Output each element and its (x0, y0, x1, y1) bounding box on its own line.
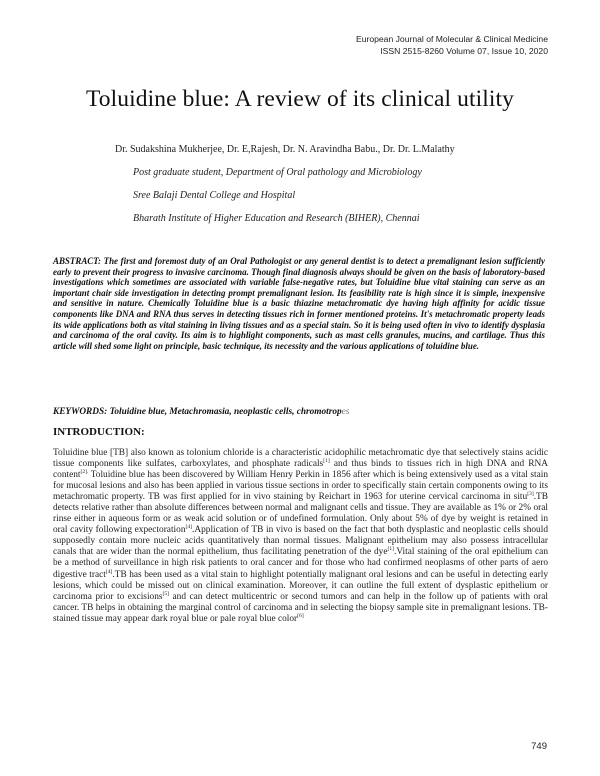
citation-ref: [1] (323, 457, 330, 464)
keywords (53, 407, 349, 417)
intro-text: .TB detects relative rather than absolute differences between normal and malignant cells and tissue. They are available as 1% or 2% oral rinse either in aqueous form or as weak acid solution or of undefined formulation. Only about 5% of dye by weight is retained in oral cavity following expectoration (53, 492, 548, 536)
intro-text: Toluidine blue [TB] also known as tolonium chloride is a characteristic acidophilic metachromatic dye that selectively stains acidic tissue components like sulfates, carboxylates, and phosphate radicals (53, 448, 548, 470)
intro-text: and can detect multicentric or second tumors and can help in the follow up of patients with oral cancer. TB helps in obtaining the marginal control of carcinoma and in selecting the biopsy sample site in premalignant lesions. TB-stained tissue may appear dark royal blue or pale royal blue color (53, 591, 548, 624)
citation-ref: [6] (297, 612, 304, 619)
citation-ref: [5] (162, 590, 170, 597)
affiliation-department: Post graduate student, Department of Oral pathology and Microbiology (133, 167, 422, 178)
intro-text: .TB has been used as a vital stain to highlight potentially malignant oral lesions and can be useful in detecting early lesions, which could be missed out on clinical examination. Moreover, it can outline the full extent of dysplastic epithelium or carcinoma prior to excisions (53, 569, 548, 602)
author-list: Dr. Sudakshina Mukherjee, Dr. E,Rajesh, Dr. N. Aravindha Babu., Dr. Dr. L.Malathy (115, 144, 455, 155)
page-number: 749 (531, 741, 547, 752)
citation-ref: [3] (527, 491, 534, 498)
affiliation-institute: Bharath Institute of Higher Education and Research (BIHER), Chennai (133, 213, 420, 224)
intro-text: .Vital staining of the oral epithelium can be a method of surveillance in high risk patients to oral cancer and for those who had confirmed neoplasms of other parts of aero digestive tract (53, 547, 549, 580)
section-heading-introduction: INTRODUCTION: (53, 426, 145, 438)
journal-issn: ISSN 2515-8260 Volume 07, Issue 10, 2020 (380, 46, 548, 56)
keywords-tail: es (341, 407, 350, 417)
keywords-text: KEYWORDS: Toluidine blue, Metachromasia, neoplastic cells, chromotrop (53, 407, 342, 417)
intro-text: and thus binds to tissues rich in high DNA and RNA content (53, 459, 548, 481)
citation-ref: [1] (387, 546, 395, 553)
paper-title: Toluidine blue: A review of its clinical utility (85, 86, 515, 112)
affiliation-college: Sree Balaji Dental College and Hospital (133, 190, 296, 201)
citation-ref: [4] (185, 524, 193, 531)
intro-text: Toluidine blue has been discovered by William Henry Perkin in 1856 after which is being extensively used as a vital stain for mucosal lesions and also has been applied in various tissue sections in order to specifically stain certain components owing to its metachromatic property. TB was first applied for in vivo staining by Reichart in 1963 for uterine cervical carcinoma in situ (53, 470, 548, 503)
introduction-paragraph (53, 448, 548, 625)
citation-ref: [2]. (80, 468, 89, 475)
abstract: ABSTRACT: The first and foremost duty of an Oral Pathologist or any general dentist is to detect a premalignant lesion sufficiently early to prevent their progress to invasive carcinoma. Though final diagnosis always should be given on the basis of laboratory-based investigations which sometimes are associated with variable false-negative rates, but Toluidine blue vital staining can serve as an important chair side investigation in detecting prompt premalignant lesion. Its feasibility rate is high since it is simple, inexpensive and sensitive in nature. Chemically Toluidine blue is a basic thiazine metachromatic dye having high affinity for acidic tissue components like DNA and RNA thus serves in detecting tissues rich in former mentioned proteins. It's metachromatic property leads its wide applications both as vital staining in living tissues and as a special stain. So it is being used often in vivo to identify dysplasia and carcinoma of the oral cavity. Its aim is to highlight components, such as mast cells granules, mucins, and cartilage. Thus this article will shed some light on principle, basic technique, its necessity and the various applications of toluidine blue. (53, 256, 545, 351)
intro-text: .Application of TB in vivo is based on the fact that both dysplastic and neoplastic cells should supposedly contain more nucleic acids quantitatively than normal tissues. Malignant epithelium may also possess intracellular canals that are wider than the normal epithelium, thus facilitating penetration of the dye (53, 525, 548, 558)
journal-header (356, 33, 548, 57)
citation-ref: [4] (105, 568, 113, 575)
journal-name: European Journal of Molecular & Clinical Medicine (355, 34, 548, 44)
